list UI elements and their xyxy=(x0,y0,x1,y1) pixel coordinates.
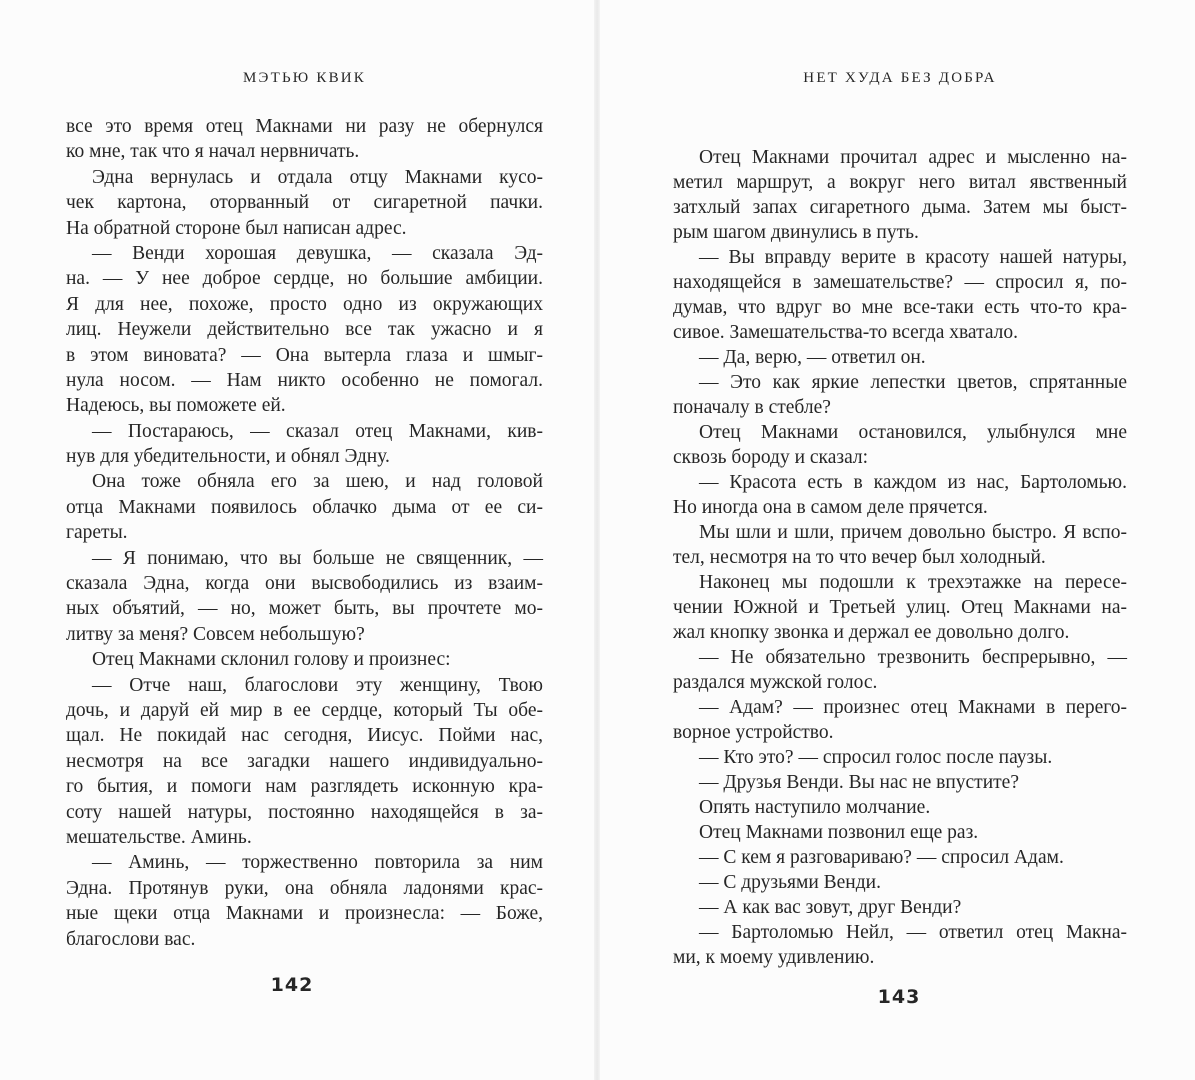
text-line: раздался мужской голос. xyxy=(673,672,878,693)
text-line: — Я понимаю, что вы больше не священник, — xyxy=(92,547,543,569)
text-line: ми, к моему удивлению. xyxy=(673,947,875,968)
text-line: щал. Не покидай нас сегодня, Иисус. Пойми нас, xyxy=(66,725,543,747)
text-line: несмотря на все загадки нашего индивидуально- xyxy=(66,750,543,772)
text-line: на. — У нее доброе сердце, но большие амбиции. xyxy=(66,268,543,290)
text-line: Опять наступило молчание. xyxy=(699,797,931,818)
text-line: литву за меня? Совсем небольшую? xyxy=(66,623,365,645)
text-line: ко мне, так что я начал нервничать. xyxy=(66,141,360,163)
text-line: в этом виновата? — Она вытерла глаза и шмыг- xyxy=(66,344,543,366)
paragraph xyxy=(673,370,1127,420)
text-line: — Да, верю, — ответил он. xyxy=(699,347,926,368)
running-head-author: МЭТЬЮ КВИК xyxy=(242,70,367,86)
paragraph xyxy=(66,114,543,165)
text-line: Но иногда она в самом деле прячется. xyxy=(673,497,988,518)
paragraph xyxy=(673,920,1127,970)
text-line: На обратной стороне был написан адрес. xyxy=(66,217,407,239)
page-body-text xyxy=(673,145,1127,970)
text-line: сказала Эдна, когда они высвободились из взаим- xyxy=(66,573,543,595)
paragraph xyxy=(673,245,1127,345)
text-line: Надеюсь, вы поможете ей. xyxy=(66,395,286,417)
paragraph xyxy=(673,770,1127,795)
paragraph xyxy=(66,241,543,419)
paragraph xyxy=(66,419,543,470)
paragraph xyxy=(66,673,543,851)
text-line: Я для нее, похоже, просто одно из окружающих xyxy=(66,293,543,315)
text-line: дочь, и даруй ей мир в ее сердце, который Ты обе- xyxy=(66,699,543,721)
text-line: — С кем я разговариваю? — спросил Адам. xyxy=(699,847,1064,868)
text-line: жал кнопку звонка и держал ее довольно долго. xyxy=(673,622,1070,643)
paragraph xyxy=(66,546,543,648)
text-line: мешательстве. Аминь. xyxy=(66,826,252,848)
text-line: ные щеки отца Макнами и произнесла: — Боже, xyxy=(66,903,543,925)
text-line: находящейся в замешательстве? — спросил я, по- xyxy=(673,272,1127,293)
text-line: — Постараюсь, — сказал отец Макнами, кив- xyxy=(92,420,543,442)
paragraph xyxy=(673,345,1127,370)
text-line: Отец Макнами склонил голову и произнес: xyxy=(92,649,451,671)
paragraph xyxy=(673,695,1127,745)
paragraph xyxy=(673,470,1127,520)
text-line: затхлый запах сигаретного дыма. Затем мы быст- xyxy=(673,197,1127,218)
text-line: рым шагом двинулись в путь. xyxy=(673,222,919,243)
text-line: чении Южной и Третьей улиц. Отец Макнами на- xyxy=(673,597,1127,618)
text-line: Наконец мы подошли к трехэтажке на пересе- xyxy=(699,572,1127,593)
page-number: 142 xyxy=(270,974,314,996)
text-line: сивое. Замешательства-то всегда хватало. xyxy=(673,322,1019,343)
paragraph xyxy=(673,845,1127,870)
text-line: — Адам? — произнес отец Макнами в перего- xyxy=(699,697,1127,718)
text-line: метил маршрут, а вокруг него витал явственный xyxy=(673,172,1127,193)
text-line: го бытия, и помоги нам разглядеть исконную кра- xyxy=(66,776,543,798)
text-line: — Красота есть в каждом из нас, Бартоломью. xyxy=(699,472,1127,493)
paragraph xyxy=(66,469,543,545)
text-line: Мы шли и шли, причем довольно быстро. Я вспо- xyxy=(699,522,1127,543)
text-line: чек картона, оторванный от сигаретной пачки. xyxy=(66,192,543,214)
text-line: — А как вас зовут, друг Венди? xyxy=(699,897,962,918)
text-line: — Не обязательно трезвонить беспрерывно, — xyxy=(699,647,1127,668)
text-line: — Друзья Венди. Вы нас не впустите? xyxy=(699,772,1019,793)
text-line: сквозь бороду и сказал: xyxy=(673,447,869,468)
paragraph xyxy=(673,795,1127,820)
text-line: Она тоже обняла его за шею, и над головой xyxy=(92,471,543,493)
page-number: 143 xyxy=(877,986,921,1008)
left-page xyxy=(0,0,597,1080)
text-line: гареты. xyxy=(66,522,128,544)
paragraph xyxy=(673,645,1127,695)
paragraph xyxy=(66,165,543,241)
text-line: — Кто это? — спросил голос после паузы. xyxy=(699,747,1053,768)
text-line: — Венди хорошая девушка, — сказала Эд- xyxy=(92,242,543,264)
text-line: благослови вас. xyxy=(66,928,196,950)
text-line: тел, несмотря на то что вечер был холодный. xyxy=(673,547,1046,568)
paragraph xyxy=(673,570,1127,645)
text-line: — С друзьями Венди. xyxy=(699,872,881,893)
text-line: отца Макнами появилось облачко дыма от ее си- xyxy=(66,496,543,518)
text-line: соту нашей натуры, постоянно находящейся в за- xyxy=(66,801,543,823)
text-line: Отец Макнами позвонил еще раз. xyxy=(699,822,979,843)
text-line: лиц. Неужели действительно все так ужасно и я xyxy=(66,319,543,341)
text-line: все это время отец Макнами ни разу не обернулся xyxy=(66,116,543,137)
right-page xyxy=(597,0,1195,1080)
text-line: — Отче наш, благослови эту женщину, Твою xyxy=(92,674,543,696)
paragraph xyxy=(673,145,1127,245)
text-line: Эдна вернулась и отдала отцу Макнами кусо- xyxy=(92,166,543,188)
paragraph xyxy=(673,895,1127,920)
paragraph xyxy=(673,870,1127,895)
page-body-text xyxy=(66,114,543,952)
text-line: Отец Макнами прочитал адрес и мысленно на- xyxy=(699,147,1127,168)
running-head-title: НЕТ ХУДА БЕЗ ДОБРА xyxy=(803,70,997,86)
text-line: — Бартоломью Нейл, — ответил отец Макна- xyxy=(699,922,1127,943)
text-line: поначалу в стебле? xyxy=(673,397,831,418)
text-line: — Аминь, — торжественно повторила за ним xyxy=(92,852,543,874)
paragraph xyxy=(66,850,543,952)
text-line: нув для убедительности, и обнял Эдну. xyxy=(66,446,390,468)
text-line: — Это как яркие лепестки цветов, спрятанные xyxy=(699,372,1127,393)
paragraph xyxy=(673,820,1127,845)
paragraph xyxy=(673,420,1127,470)
paragraph xyxy=(673,745,1127,770)
text-line: — Вы вправду верите в красоту нашей натуры, xyxy=(699,247,1127,268)
text-line: нула носом. — Нам никто особенно не помогал. xyxy=(66,369,543,391)
text-line: Эдна. Протянув руки, она обняла ладонями крас- xyxy=(66,877,543,899)
text-line: ных объятий, — но, может быть, вы прочтете мо- xyxy=(66,598,543,620)
text-line: ворное устройство. xyxy=(673,722,834,743)
text-line: думав, что вдруг во мне все-таки есть что-то кра- xyxy=(673,297,1127,318)
text-line: Отец Макнами остановился, улыбнулся мне xyxy=(699,422,1127,443)
paragraph xyxy=(66,647,543,672)
paragraph xyxy=(673,520,1127,570)
